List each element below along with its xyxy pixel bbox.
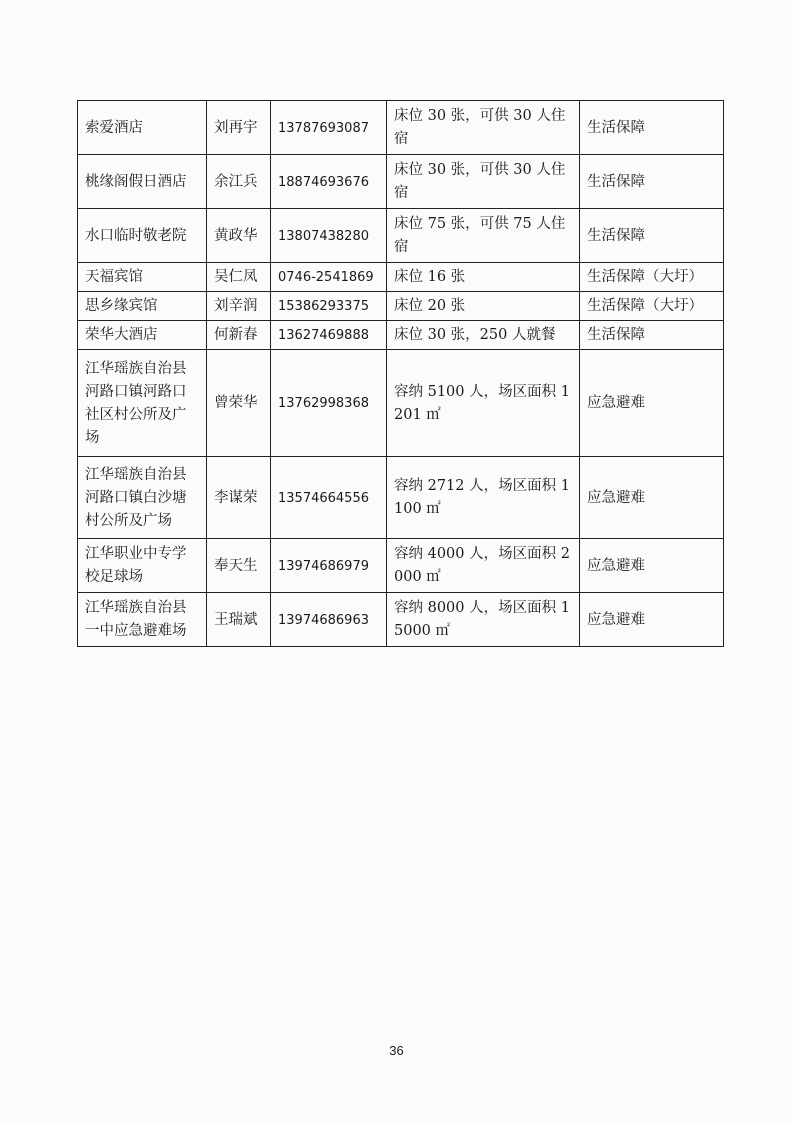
facility-name: 水口临时敬老院 [78, 209, 207, 263]
usage: 应急避难 [580, 457, 724, 539]
facility-name: 桃缘阁假日酒店 [78, 155, 207, 209]
table-row [78, 539, 724, 593]
facility-table [77, 100, 724, 647]
contact-person: 奉天生 [207, 539, 271, 593]
page-number: 36 [389, 1043, 404, 1058]
capacity: 容纳 2712 人，场区面积 1100 ㎡ [387, 457, 580, 539]
contact-person: 黄政华 [207, 209, 271, 263]
table-row [78, 350, 724, 457]
contact-person: 余江兵 [207, 155, 271, 209]
capacity: 床位 30 张，可供 30 人住宿 [387, 101, 580, 155]
capacity: 容纳 4000 人，场区面积 2000 ㎡ [387, 539, 580, 593]
contact-person: 何新春 [207, 321, 271, 350]
phone-number: 13762998368 [271, 350, 387, 457]
capacity: 床位 75 张，可供 75 人住宿 [387, 209, 580, 263]
contact-person: 王瑞斌 [207, 593, 271, 647]
phone-number: 18874693676 [271, 155, 387, 209]
capacity: 床位 30 张，250 人就餐 [387, 321, 580, 350]
table-row [78, 209, 724, 263]
facility-name: 天福宾馆 [78, 263, 207, 292]
facility-name: 思乡缘宾馆 [78, 292, 207, 321]
phone-number: 13974686979 [271, 539, 387, 593]
contact-person: 曾荣华 [207, 350, 271, 457]
usage: 生活保障 [580, 101, 724, 155]
phone-number: 13627469888 [271, 321, 387, 350]
phone-number: 13574664556 [271, 457, 387, 539]
table-row [78, 593, 724, 647]
facility-name: 江华瑶族自治县一中应急避难场 [78, 593, 207, 647]
table-row [78, 101, 724, 155]
capacity: 床位 20 张 [387, 292, 580, 321]
table-row [78, 263, 724, 292]
contact-person: 李谋荣 [207, 457, 271, 539]
facility-name: 江华瑶族自治县河路口镇河路口社区村公所及广场 [78, 350, 207, 457]
usage: 生活保障（大圩） [580, 263, 724, 292]
capacity: 容纳 5100 人，场区面积 1201 ㎡ [387, 350, 580, 457]
usage: 生活保障 [580, 155, 724, 209]
contact-person: 刘辛润 [207, 292, 271, 321]
table-row [78, 292, 724, 321]
phone-number: 15386293375 [271, 292, 387, 321]
phone-number: 13974686963 [271, 593, 387, 647]
usage: 应急避难 [580, 539, 724, 593]
phone-number: 13807438280 [271, 209, 387, 263]
capacity: 容纳 8000 人，场区面积 15000 ㎡ [387, 593, 580, 647]
facility-name: 荣华大酒店 [78, 321, 207, 350]
table-row [78, 321, 724, 350]
contact-person: 刘再宇 [207, 101, 271, 155]
usage: 应急避难 [580, 593, 724, 647]
contact-person: 吴仁凤 [207, 263, 271, 292]
facility-name: 江华瑶族自治县河路口镇白沙塘村公所及广场 [78, 457, 207, 539]
usage: 生活保障 [580, 209, 724, 263]
phone-number: 13787693087 [271, 101, 387, 155]
phone-number: 0746-2541869 [271, 263, 387, 292]
facility-name: 江华职业中专学校足球场 [78, 539, 207, 593]
usage: 生活保障（大圩） [580, 292, 724, 321]
facility-name: 索爱酒店 [78, 101, 207, 155]
capacity: 床位 16 张 [387, 263, 580, 292]
capacity: 床位 30 张，可供 30 人住宿 [387, 155, 580, 209]
usage: 生活保障 [580, 321, 724, 350]
usage: 应急避难 [580, 350, 724, 457]
table-row [78, 155, 724, 209]
table-row [78, 457, 724, 539]
